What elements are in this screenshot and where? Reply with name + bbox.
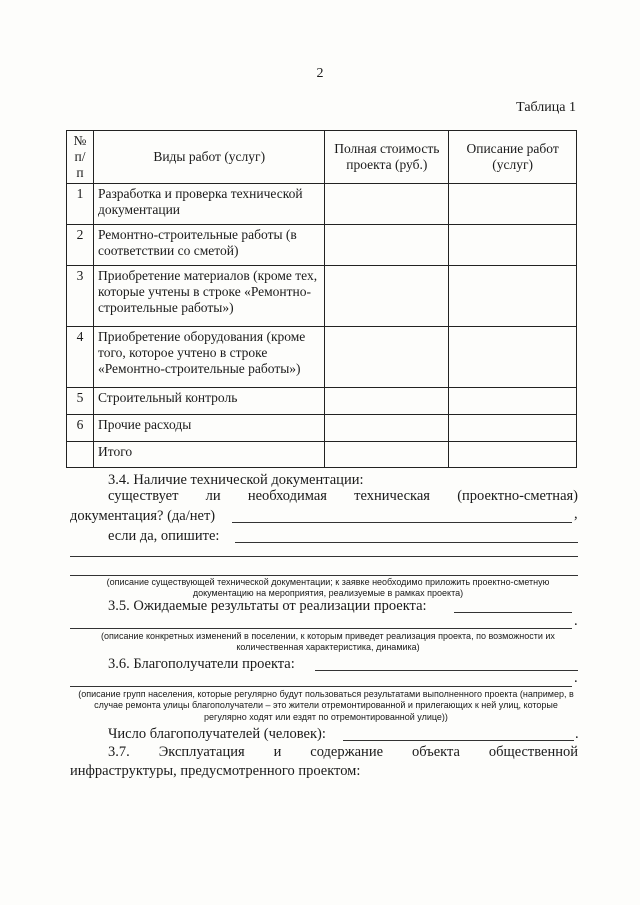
section-3-5-end: . [574, 613, 578, 629]
row-desc [449, 265, 577, 326]
table-total-row [67, 441, 577, 467]
header-works: Виды работ (услуг) [93, 131, 324, 184]
beneficiaries-line[interactable] [315, 670, 578, 671]
row-num: 5 [67, 387, 94, 414]
section-3-7-line2: инфраструктуры, предусмотренного проектом: [70, 763, 361, 779]
row-name: Ремонтно-строительные работы (в соответствии со сметой) [93, 224, 324, 265]
row-cost [325, 414, 449, 441]
row-cost [325, 441, 449, 467]
beneficiaries-count-end: . [575, 726, 579, 742]
row-name: Приобретение оборудования (кроме того, которое учтено в строке «Ремонтно-строительные работы») [93, 326, 324, 387]
table-row [67, 224, 577, 265]
row-name: Итого [93, 441, 324, 467]
section-3-5-note: (описание конкретных изменений в поселении, к которым приведет реализация проекта, по возможности их количественная характеристика, динамика) [101, 631, 555, 653]
row-desc [449, 183, 577, 224]
section-3-6-end: . [574, 670, 578, 686]
row-name: Разработка и проверка технической документации [93, 183, 324, 224]
row-desc [449, 224, 577, 265]
row-num [67, 441, 94, 467]
row-desc [449, 441, 577, 467]
section-3-4-line3: если да, опишите: [108, 528, 220, 544]
table-row [67, 183, 577, 224]
table-row [67, 326, 577, 387]
row-cost [325, 183, 449, 224]
row-name: Приобретение материалов (кроме тех, которые учтены в строке «Ремонтно-строительные работы») [93, 265, 324, 326]
header-num: № п/п [67, 131, 94, 184]
results-line-2[interactable] [70, 628, 572, 629]
tech-doc-answer-line[interactable] [232, 522, 572, 523]
row-cost [325, 387, 449, 414]
row-desc [449, 387, 577, 414]
table-row [67, 387, 577, 414]
section-3-4-line2: документация? (да/нет) [70, 508, 216, 524]
section-3-6-note: (описание групп населения, которые регулярно будут пользоваться результатами выполненного проекта (например, в случае ремонта улицы благополучатели – это жители отремонтированной и прилегающих к ней улиц, которые регулярно ходят или ездят по отремонтированной улице)) [78, 689, 574, 722]
table-caption: Таблица 1 [516, 100, 576, 115]
row-cost [325, 326, 449, 387]
row-desc [449, 414, 577, 441]
row-num: 6 [67, 414, 94, 441]
results-line[interactable] [454, 612, 572, 613]
beneficiaries-count-line[interactable] [343, 740, 574, 741]
section-3-4-heading: 3.4. Наличие технической документации: [108, 472, 364, 488]
section-3-4-note: (описание существующей технической документации; к заявке необходимо приложить проектно-сметную документацию на мероприятия, реализуемые в рамках проекта) [106, 577, 550, 599]
header-cost: Полная стоимость проекта (руб.) [325, 131, 449, 184]
row-num: 4 [67, 326, 94, 387]
table-row [67, 265, 577, 326]
header-desc: Описание работ (услуг) [449, 131, 577, 184]
row-name: Строительный контроль [93, 387, 324, 414]
row-num: 1 [67, 183, 94, 224]
row-cost [325, 265, 449, 326]
section-3-4-line1: существует ли необходимая техническая (проектно-сметная) [108, 488, 578, 504]
table-row [67, 414, 577, 441]
row-num: 3 [67, 265, 94, 326]
tech-doc-describe-line[interactable] [235, 542, 578, 543]
section-3-6-heading: 3.6. Благополучатели проекта: [108, 656, 295, 672]
section-3-4-line2-end: , [574, 506, 578, 522]
row-num: 2 [67, 224, 94, 265]
page-number: 2 [316, 66, 324, 81]
row-cost [325, 224, 449, 265]
beneficiaries-count-label: Число благополучателей (человек): [108, 726, 326, 742]
beneficiaries-line-2[interactable] [70, 686, 572, 687]
works-table [66, 130, 577, 468]
tech-doc-describe-line-3[interactable] [70, 575, 578, 576]
tech-doc-describe-line-2[interactable] [70, 556, 578, 557]
row-desc [449, 326, 577, 387]
row-name: Прочие расходы [93, 414, 324, 441]
section-3-5-heading: 3.5. Ожидаемые результаты от реализации проекта: [108, 598, 427, 614]
section-3-7-line1: 3.7. Эксплуатация и содержание объекта общественной [108, 744, 578, 760]
